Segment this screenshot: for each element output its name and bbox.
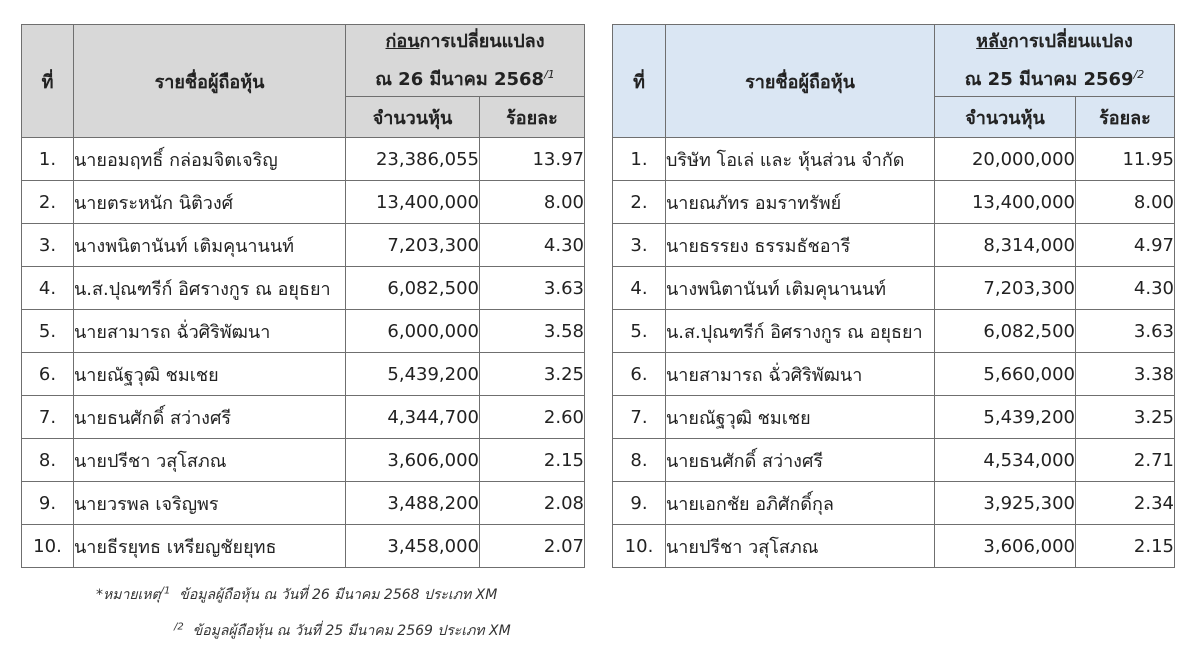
rank-cell: 10. <box>613 525 666 568</box>
shareholder-name-cell: บริษัท โอเล่ และ หุ้นส่วน จำกัด <box>666 138 935 181</box>
shares-cell: 13,400,000 <box>346 181 480 224</box>
shareholder-name-cell: นายสามารถ ฉั่วศิริพัฒนา <box>74 310 346 353</box>
shares-cell: 6,082,500 <box>346 267 480 310</box>
table-row <box>22 353 585 396</box>
rank-cell: 5. <box>22 310 74 353</box>
col-header-shares: จำนวนหุ้น <box>935 97 1076 138</box>
shareholder-name-cell: นางพนิตานันท์ เติมคุนานนท์ <box>666 267 935 310</box>
rank-cell: 2. <box>613 181 666 224</box>
after-date: ณ 25 มีนาคม 2569 <box>964 69 1134 90</box>
table-row <box>22 267 585 310</box>
footnote-2-text: ข้อมูลผู้ถือหุ้น ณ วันที่ 25 มีนาคม 2569 ประเภท XM <box>192 623 511 639</box>
percent-cell: 11.95 <box>1076 138 1175 181</box>
percent-cell: 2.60 <box>480 396 585 439</box>
shareholder-name-cell: นายธรรยง ธรรมธัชอารี <box>666 224 935 267</box>
shares-cell: 3,606,000 <box>346 439 480 482</box>
percent-cell: 2.15 <box>1076 525 1175 568</box>
percent-cell: 3.25 <box>1076 396 1175 439</box>
table-row <box>613 138 1175 181</box>
col-header-shareholder-name: รายชื่อผู้ถือหุ้น <box>74 25 346 138</box>
before-change-shareholder-table <box>21 24 585 568</box>
shares-cell: 13,400,000 <box>935 181 1076 224</box>
percent-cell: 3.25 <box>480 353 585 396</box>
table-row <box>613 224 1175 267</box>
percent-cell: 4.97 <box>1076 224 1175 267</box>
percent-cell: 2.34 <box>1076 482 1175 525</box>
table-row <box>22 138 585 181</box>
shareholder-name-cell: นายณภัทร อมราทรัพย์ <box>666 181 935 224</box>
table-row <box>22 181 585 224</box>
after-header-rest: การเปลี่ยนแปลง <box>1007 31 1133 52</box>
rank-cell: 9. <box>613 482 666 525</box>
table-row <box>22 224 585 267</box>
rank-cell: 1. <box>22 138 74 181</box>
percent-cell: 13.97 <box>480 138 585 181</box>
percent-cell: 4.30 <box>1076 267 1175 310</box>
rank-cell: 6. <box>22 353 74 396</box>
percent-cell: 8.00 <box>480 181 585 224</box>
col-header-percent: ร้อยละ <box>1076 97 1175 138</box>
table-row <box>613 525 1175 568</box>
percent-cell: 4.30 <box>480 224 585 267</box>
shareholder-name-cell: นางพนิตานันท์ เติมคุนานนท์ <box>74 224 346 267</box>
after-underlined-word: หลัง <box>976 31 1008 52</box>
shareholder-name-cell: นายธนศักดิ์ สว่างศรี <box>666 439 935 482</box>
shares-cell: 7,203,300 <box>935 267 1076 310</box>
before-underlined-word: ก่อน <box>385 31 420 52</box>
footnote-1-prefix: *หมายเหตุ <box>96 587 161 603</box>
table-row <box>22 396 585 439</box>
shares-cell: 20,000,000 <box>935 138 1076 181</box>
footnote-2-ref: /2 <box>174 621 184 633</box>
before-date: ณ 26 มีนาคม 2568 <box>375 69 545 90</box>
shareholder-name-cell: นายอมฤทธิ์ กล่อมจิตเจริญ <box>74 138 346 181</box>
shares-cell: 5,439,200 <box>346 353 480 396</box>
shares-cell: 6,082,500 <box>935 310 1076 353</box>
shareholder-name-cell: นายณัฐวุฒิ ชมเชย <box>74 353 346 396</box>
percent-cell: 3.58 <box>480 310 585 353</box>
rank-cell: 1. <box>613 138 666 181</box>
shareholder-name-cell: นายปรีชา วสุโสภณ <box>666 525 935 568</box>
col-header-no: ที่ <box>22 25 74 138</box>
percent-cell: 2.71 <box>1076 439 1175 482</box>
footnote-2 <box>174 620 511 642</box>
rank-cell: 6. <box>613 353 666 396</box>
footnote-1 <box>96 584 497 606</box>
after-footnote-ref: /2 <box>1133 68 1145 81</box>
col-header-no: ที่ <box>613 25 666 138</box>
after-change-shareholder-table <box>612 24 1175 568</box>
percent-cell: 3.63 <box>480 267 585 310</box>
table-row <box>22 482 585 525</box>
percent-cell: 3.63 <box>1076 310 1175 353</box>
after-change-header <box>935 25 1175 97</box>
shares-cell: 4,534,000 <box>935 439 1076 482</box>
table-row <box>613 267 1175 310</box>
before-change-header <box>346 25 585 97</box>
table-row <box>22 310 585 353</box>
rank-cell: 2. <box>22 181 74 224</box>
table-row <box>22 439 585 482</box>
footnote-1-ref: /1 <box>160 585 171 597</box>
shareholder-name-cell: น.ส.ปุณฑรีก์ อิศรางกูร ณ อยุธยา <box>666 310 935 353</box>
table-row <box>613 353 1175 396</box>
percent-cell: 2.08 <box>480 482 585 525</box>
table-row <box>613 181 1175 224</box>
shares-cell: 3,458,000 <box>346 525 480 568</box>
table-row <box>22 525 585 568</box>
before-footnote-ref: /1 <box>544 68 555 81</box>
rank-cell: 7. <box>613 396 666 439</box>
rank-cell: 8. <box>613 439 666 482</box>
percent-cell: 2.15 <box>480 439 585 482</box>
shares-cell: 5,660,000 <box>935 353 1076 396</box>
shares-cell: 6,000,000 <box>346 310 480 353</box>
shareholder-name-cell: นายวรพล เจริญพร <box>74 482 346 525</box>
rank-cell: 3. <box>613 224 666 267</box>
table-row <box>613 310 1175 353</box>
footnote-1-text: ข้อมูลผู้ถือหุ้น ณ วันที่ 26 มีนาคม 2568 ประเภท XM <box>179 587 498 603</box>
percent-cell: 2.07 <box>480 525 585 568</box>
table-row <box>613 439 1175 482</box>
rank-cell: 8. <box>22 439 74 482</box>
shareholder-name-cell: นายสามารถ ฉั่วศิริพัฒนา <box>666 353 935 396</box>
percent-cell: 8.00 <box>1076 181 1175 224</box>
table-row <box>613 482 1175 525</box>
rank-cell: 7. <box>22 396 74 439</box>
shareholder-name-cell: นายตระหนัก นิติวงศ์ <box>74 181 346 224</box>
shareholder-name-cell: นายธีรยุทธ เหรียญชัยยุทธ <box>74 525 346 568</box>
shareholder-name-cell: นายปรีชา วสุโสภณ <box>74 439 346 482</box>
rank-cell: 9. <box>22 482 74 525</box>
col-header-shareholder-name: รายชื่อผู้ถือหุ้น <box>666 25 935 138</box>
table-row <box>613 396 1175 439</box>
shareholder-name-cell: นายณัฐวุฒิ ชมเชย <box>666 396 935 439</box>
percent-cell: 3.38 <box>1076 353 1175 396</box>
shareholder-name-cell: นายเอกชัย อภิศักดิ์กุล <box>666 482 935 525</box>
rank-cell: 4. <box>613 267 666 310</box>
rank-cell: 4. <box>22 267 74 310</box>
shares-cell: 5,439,200 <box>935 396 1076 439</box>
shares-cell: 3,925,300 <box>935 482 1076 525</box>
shares-cell: 4,344,700 <box>346 396 480 439</box>
shares-cell: 8,314,000 <box>935 224 1076 267</box>
rank-cell: 10. <box>22 525 74 568</box>
shareholder-name-cell: นายธนศักดิ์ สว่างศรี <box>74 396 346 439</box>
shares-cell: 7,203,300 <box>346 224 480 267</box>
shares-cell: 23,386,055 <box>346 138 480 181</box>
rank-cell: 5. <box>613 310 666 353</box>
rank-cell: 3. <box>22 224 74 267</box>
before-header-rest: การเปลี่ยนแปลง <box>419 31 545 52</box>
col-header-shares: จำนวนหุ้น <box>346 97 480 138</box>
col-header-percent: ร้อยละ <box>480 97 585 138</box>
shareholder-name-cell: น.ส.ปุณฑรีก์ อิศรางกูร ณ อยุธยา <box>74 267 346 310</box>
shares-cell: 3,606,000 <box>935 525 1076 568</box>
shares-cell: 3,488,200 <box>346 482 480 525</box>
